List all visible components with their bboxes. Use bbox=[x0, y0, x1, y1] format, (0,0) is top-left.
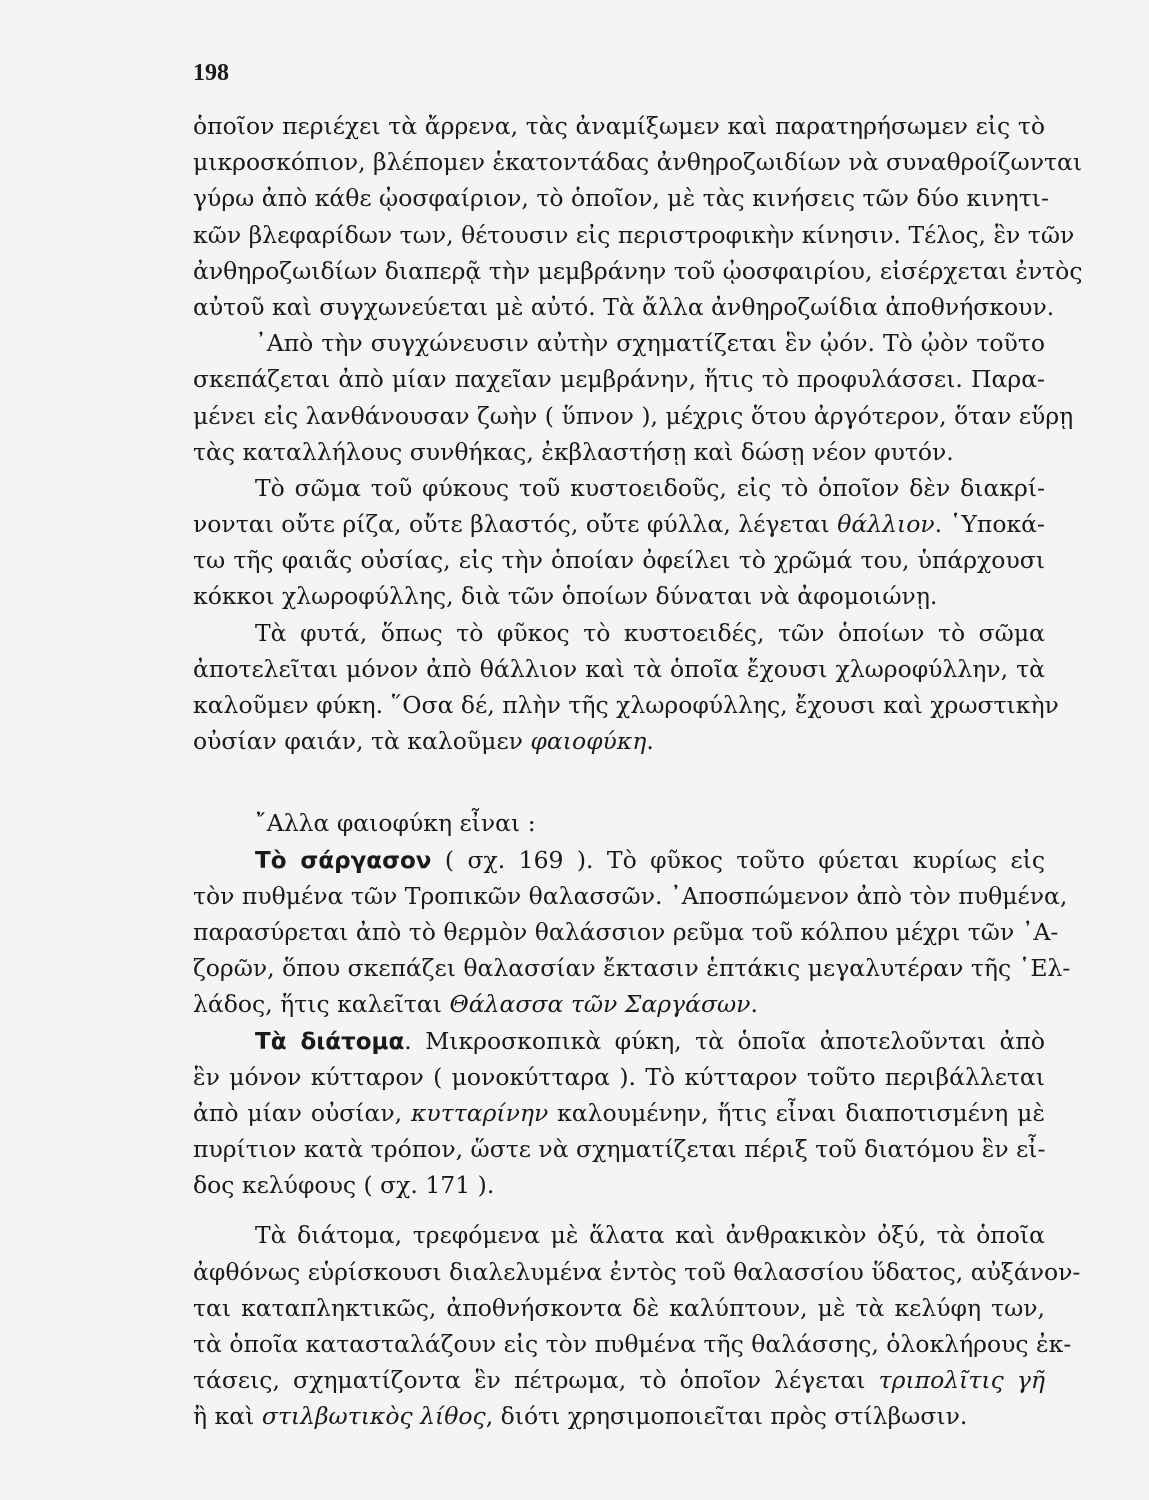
text-line: μένει εἰς λανθάνουσαν ζωὴν ( ὕπνον ), μέχρις ὅτου ἀργότερον, ὅταν εὕρῃ bbox=[193, 401, 1074, 430]
text-line: Τὰ διάτομα, τρεφόμενα μὲ ἅλατα καὶ ἀνθρακικὸν ὀξύ, τὰ ὁποῖα bbox=[255, 1221, 1045, 1250]
text-segment: . bbox=[646, 727, 654, 756]
paragraph bbox=[193, 1217, 1081, 1434]
text-line bbox=[193, 1398, 1045, 1434]
italic-term: φαιοφύκη bbox=[530, 727, 647, 756]
section-diatoms bbox=[193, 1023, 1045, 1204]
text-line: μικροσκόπιον, βλέπομεν ἑκατοντάδας ἀνθηροζωιδίων νὰ συναθροίζωνται bbox=[193, 148, 1083, 177]
text-line: ὁποῖον περιέχει τὰ ἄρρενα, τὰς ἀναμίξωμεν καὶ παρατηρήσωμεν εἰς τὸ bbox=[193, 112, 1045, 140]
text-line: αὐτοῦ καὶ συγχωνεύεται μὲ αὐτό. Τὰ ἄλλα ἀνθηροζωίδια ἀποθνήσκουν. bbox=[193, 292, 1055, 321]
italic-term: Θάλασσα τῶν Σαργάσων bbox=[449, 990, 751, 1019]
text-line: παρασύρεται ἀπὸ τὸ θερμὸν θαλάσσιον ρεῦμα τοῦ κόλπου μέχρι τῶν ᾿Α- bbox=[193, 917, 1059, 946]
text-line: Τὰ φυτά, ὅπως τὸ φῦκος τὸ κυστοειδές, τῶν ὁποίων τὸ σῶμα bbox=[255, 618, 1045, 647]
text-segment: . Μικροσκοπικὰ φύκη, τὰ ὁποῖα ἀποτελοῦνται ἀπὸ bbox=[404, 1026, 1045, 1055]
text-line: κόκκοι χλωροφύλλης, διὰ τῶν ὁποίων δύναται νὰ ἀφομοιώνῃ. bbox=[193, 582, 938, 611]
paragraph bbox=[193, 108, 1083, 325]
text-line: τὸν πυθμένα τῶν Τροπικῶν θαλασσῶν. ᾿Αποσπώμενον ἀπὸ τὸν πυθμένα, bbox=[193, 881, 1068, 910]
text-line: ται καταπληκτικῶς, ἀποθνήσκοντα δὲ καλύπτουν, μὲ τὰ κελύφη των, bbox=[193, 1293, 1045, 1322]
text-segment: , διότι χρησιμοποιεῖται πρὸς στίλβωσιν. bbox=[485, 1402, 968, 1431]
spacer bbox=[193, 1203, 1045, 1217]
section-heading: Τὰ διάτομα bbox=[255, 1028, 405, 1055]
text-line: ἀνθηροζωιδίων διαπερᾷ τὴν μεμβράνην τοῦ ᾠοσφαιρίου, εἰσέρχεται ἐντὸς bbox=[193, 256, 1083, 285]
text-segment: ἀπὸ μίαν οὐσίαν, bbox=[193, 1098, 403, 1127]
page-number: 198 bbox=[193, 60, 229, 86]
text-line bbox=[193, 842, 1045, 878]
body-text bbox=[193, 108, 1083, 1435]
text-line: ἓν μόνον κύτταρον ( μονοκύτταρα ). Τὸ κύτταρον τοῦτο περιβάλλεται bbox=[193, 1062, 1045, 1091]
text-line: τὰς καταλλήλους συνθήκας, ἐκβλαστήσῃ καὶ δώσῃ νέον φυτόν. bbox=[193, 437, 954, 466]
text-line: σκεπάζεται ἀπὸ μίαν παχεῖαν μεμβράνην, ἥτις τὸ προφυλάσσει. Παρα- bbox=[193, 365, 1045, 394]
italic-term: στιλβωτικὸς λίθος bbox=[261, 1402, 486, 1431]
text-segment: τάσεις, σχηματίζοντα ἓν πέτρωμα, τὸ ὁποῖον λέγεται bbox=[193, 1366, 866, 1395]
text-segment: . bbox=[750, 990, 758, 1019]
text-line: ζορῶν, ὅπου σκεπάζει θαλασσίαν ἔκτασιν ἑπτάκις μεγαλυτέραν τῆς ῾Ελ- bbox=[193, 954, 1071, 983]
list-intro: ῎Αλλα φαιοφύκη εἶναι : bbox=[255, 809, 536, 838]
text-line: ᾿Απὸ τὴν συγχώνευσιν αὐτὴν σχηματίζεται ἓν ᾠόν. Τὸ ᾠὸν τοῦτο bbox=[255, 329, 1045, 358]
text-segment: οὐσίαν φαιάν, τὰ καλοῦμεν bbox=[193, 727, 523, 756]
spacer bbox=[193, 759, 1045, 805]
paragraph bbox=[193, 615, 1059, 760]
text-line: ἀφθόνως εὑρίσκουσι διαλελυμένα ἐντὸς τοῦ θαλασσίου ὕδατος, αὐξάνον- bbox=[193, 1257, 1081, 1286]
text-segment: . ῾Υποκά- bbox=[934, 510, 1045, 539]
italic-term: θάλλιον bbox=[837, 510, 935, 539]
text-line bbox=[193, 1023, 1045, 1059]
text-line: κῶν βλεφαρίδων των, θέτουσιν εἰς περιστροφικὴν κίνησιν. Τέλος, ἓν τῶν bbox=[193, 220, 1075, 249]
text-line: Τὸ σῶμα τοῦ φύκους τοῦ κυστοειδοῦς, εἰς τὸ ὁποῖον δὲν διακρί- bbox=[255, 473, 1045, 502]
text-segment: νονται οὔτε ρίζα, οὔτε βλαστός, οὔτε φύλλα, λέγεται bbox=[193, 510, 830, 539]
text-line: τὰ ὁποῖα κατασταλάζουν εἰς τὸν πυθμένα τῆς θαλάσσης, ὁλοκλήρους ἐκ- bbox=[193, 1330, 1072, 1358]
text-line: δος κελύφους ( σχ. 171 ). bbox=[193, 1171, 495, 1200]
text-segment: λάδος, ἥτις καλεῖται bbox=[193, 990, 443, 1019]
text-segment: ἢ καὶ bbox=[193, 1402, 255, 1431]
text-line: γύρω ἀπὸ κάθε ᾠοσφαίριον, τὸ ὁποῖον, μὲ τὰς κινήσεις τῶν δύο κινητι- bbox=[193, 184, 1049, 213]
italic-term: τριπολῖτις γῆ bbox=[878, 1366, 1046, 1395]
text-segment: καλουμένην, ἥτις εἶναι διαποτισμένη μὲ bbox=[557, 1098, 1045, 1127]
section-heading: Τὸ σάργασον bbox=[255, 847, 432, 874]
text-segment: ( σχ. 169 ). Τὸ φῦκος τοῦτο φύεται κυρίως εἰς bbox=[444, 845, 1045, 874]
text-line bbox=[193, 1095, 1045, 1131]
text-line bbox=[193, 1362, 1045, 1398]
text-line: τω τῆς φαιᾶς οὐσίας, εἰς τὴν ὁποίαν ὀφείλει τὸ χρῶμά του, ὑπάρχουσι bbox=[193, 546, 1045, 575]
section-sargassum bbox=[193, 842, 1071, 1023]
text-line: ἀποτελεῖται μόνον ἀπὸ θάλλιον καὶ τὰ ὁποῖα ἔχουσι χλωροφύλλην, τὰ bbox=[193, 654, 1045, 683]
text-line bbox=[193, 986, 1045, 1022]
paragraph bbox=[193, 325, 1074, 470]
text-line bbox=[193, 506, 1045, 542]
text-line: πυρίτιον κατὰ τρόπον, ὥστε νὰ σχηματίζεται πέριξ τοῦ διατόμου ἓν εἶ- bbox=[193, 1135, 1046, 1164]
text-line bbox=[193, 723, 1045, 759]
italic-term: κυτταρίνην bbox=[411, 1098, 549, 1127]
paragraph bbox=[193, 470, 1045, 615]
text-line: καλοῦμεν φύκη. ῞Οσα δέ, πλὴν τῆς χλωροφύλλης, ἔχουσι καὶ χρωστικὴν bbox=[193, 691, 1059, 719]
